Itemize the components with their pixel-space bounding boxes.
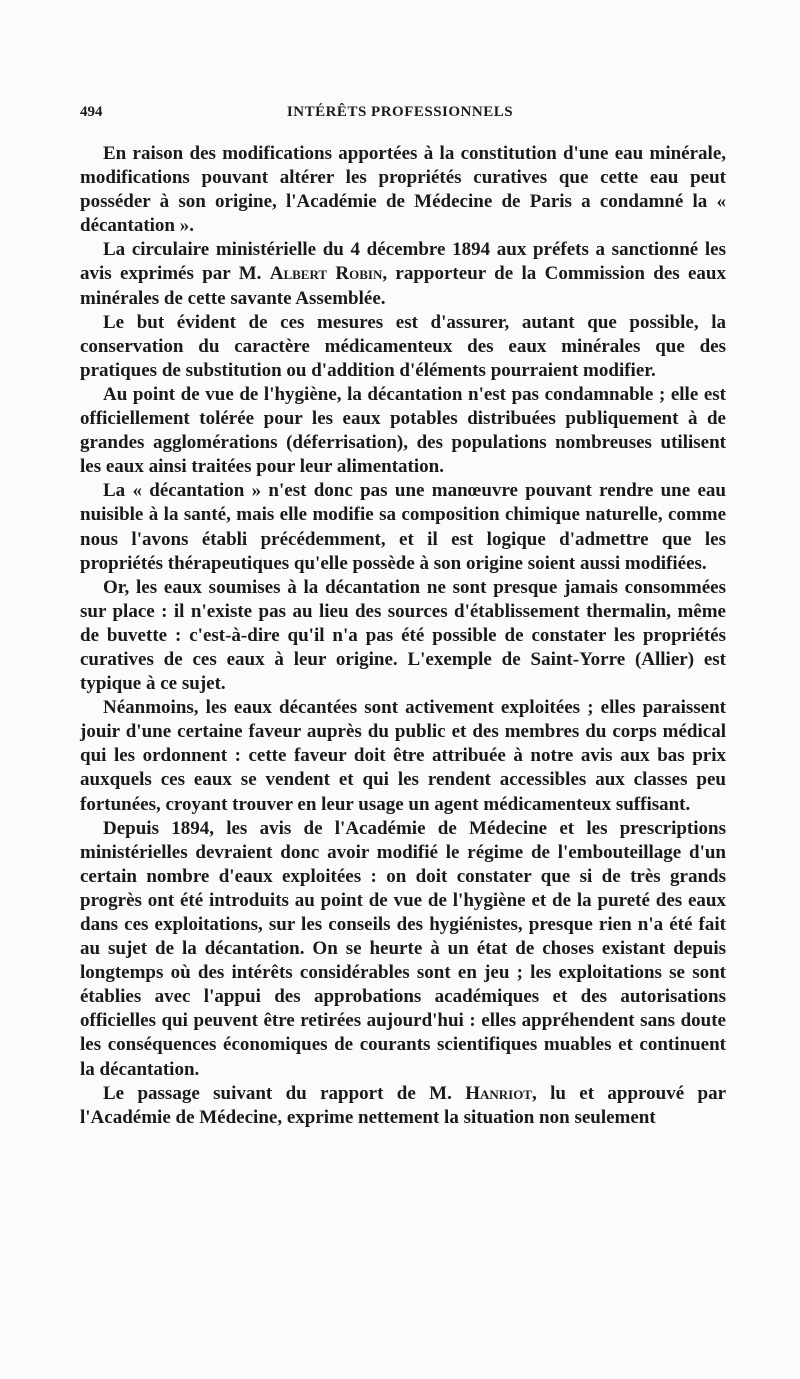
paragraph: En raison des modifications apportées à la constitution d'une eau minérale, modifications pouvant altérer les propriétés curatives que cette eau peut posséder à son origine, l'Académie de Médecine de Paris a condamné la « décantation ». [80, 143, 726, 237]
body-text [80, 142, 726, 1130]
paragraph: Or, les eaux soumises à la décantation ne sont presque jamais consommées sur place : il n'existe pas au lieu des sources d'établissement thermalin, même de buvette : c'est-à-dire qu'il n'a pas été possible de constater les propriétés curatives de ces eaux à leur origine. L'exemple de Saint-Yorre (Allier) est typique à ce sujet. [80, 576, 726, 695]
paragraph: Le but évident de ces mesures est d'assurer, autant que possible, la conservation du caractère médicamenteux des eaux minérales que des pratiques de substitution ou d'addition d'éléments pourraient modifier. [80, 311, 726, 381]
paragraph: Néanmoins, les eaux décantées sont activement exploitées ; elles paraissent jouir d'une certaine faveur auprès du public et des membres du corps médical qui les ordonnent : cette faveur doit être attribuée à notre avis aux bas prix auxquels ces eaux se vendent et qui les rendent accessibles aux classes peu fortunées, croyant trouver en leur usage un agent médicamenteux suffisant. [80, 697, 726, 815]
page-number: 494 [80, 104, 103, 120]
paragraph: Au point de vue de l'hygiène, la décantation n'est pas condamnable ; elle est officiellement tolérée pour les eaux potables distribuées publiquement à de grandes agglomérations (déferrisation), des populations nombreuses utilisent les eaux ainsi traitées pour leur alimentation. [80, 383, 726, 478]
author-name: Albert Robin [269, 263, 383, 285]
paragraph-text: , lu et approuvé par l'Académie de Médecine, exprime nettement la situation non seulement [80, 1082, 726, 1128]
author-name: Hanriot [465, 1082, 532, 1104]
paragraph-text: Le passage suivant du rapport de M. [103, 1082, 466, 1104]
running-title: INTÉRÊTS PROFESSIONNELS [286, 104, 514, 120]
paragraph [80, 238, 726, 310]
paragraph: La « décantation » n'est donc pas une manœuvre pouvant rendre une eau nuisible à la santé, mais elle modifie sa composition chimique naturelle, comme nous l'avons établi précédemment, et il est logique d'admettre que les propriétés thérapeutiques qu'elle possède à son origine soient aussi modifiées. [80, 480, 726, 574]
paragraph [80, 1082, 726, 1130]
paragraph: Depuis 1894, les avis de l'Académie de Médecine et les prescriptions ministérielles devraient donc avoir modifié le régime de l'embouteillage d'un certain nombre d'eaux exploitées : on doit constater que si de très grands progrès ont été introduits au point de vue de l'hygiène et de la pureté des eaux dans ces exploitations, sur les conseils des hygiénistes, presque rien n'a été fait au sujet de la décantation. On se heurte à un état de choses existant depuis longtemps où des intérêts considérables sont en jeu ; les exploitations se sont établies avec l'appui des approbations académiques et des autorisations officielles qui peuvent être retirées aujourd'hui : elles appréhendent sans doute les conséquences économiques de courants scientifiques muables et continuent la décantation. [80, 817, 726, 1080]
page-header [80, 104, 720, 128]
paragraph-text: , rapporteur de la Commission des eaux minérales de cette savante Assemblée. [80, 263, 726, 309]
paragraph-text: La circulaire ministérielle du 4 décembre 1894 aux préfets a sanctionné les avis exprimés par M. [80, 239, 726, 285]
